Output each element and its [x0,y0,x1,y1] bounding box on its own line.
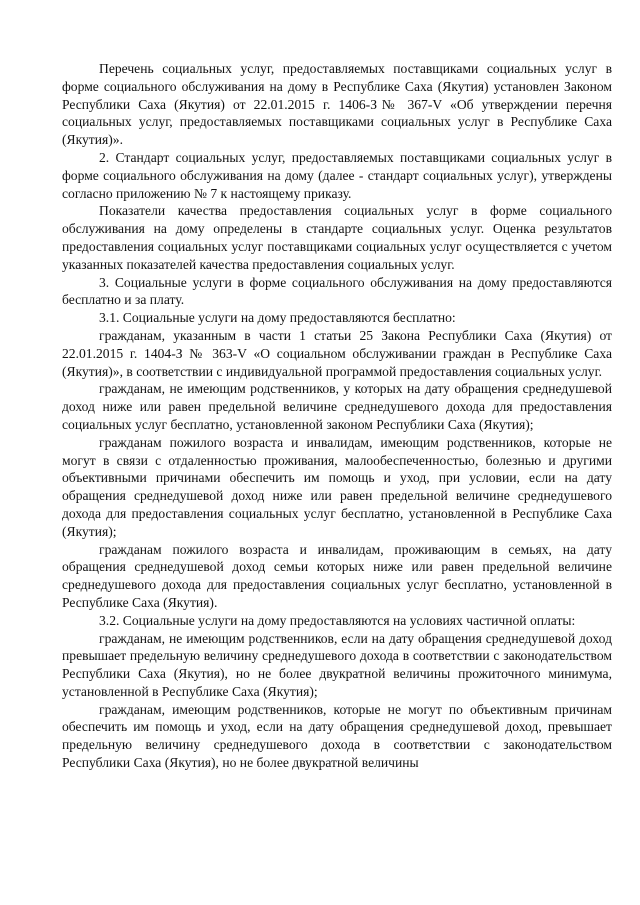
paragraph-free-no-relatives: гражданам, не имеющим родственников, у которых на дату обращения среднедушевой доход ниже или равен предельной величине среднедушевого дохода для предоставления социальных услуг бесплатно, установленной законом Республики Саха (Якутия); [62,381,612,432]
paragraph-standard: 2. Стандарт социальных услуг, предоставляемых поставщиками социальных услуг в форме социального обслуживания на дому (далее - стандарт социальных услуг), утверждены согласно приложению № 7 к настоящему приказу. [62,149,612,201]
paragraph-section-3-1: 3.1. Социальные услуги на дому предоставляются бесплатно: [99,310,456,326]
paragraph-partial-with-relatives: гражданам, имеющим родственников, которые не могут по объективным причинам обеспечить им помощь и уход, если на дату обращения среднедушевой доход, превышает предельную величину среднедушевого дохода в соответствии с законодательством Республики Саха (Якутия), но не более двукратной величины [62,701,612,771]
paragraph-free-elderly-in-families: гражданам пожилого возраста и инвалидам, проживающим в семьях, на дату обращения среднедушевой доход семьи которых ниже или равен предельной величине среднедушевого дохода для предоставления социальных услуг бесплатно, установленной в Республике Саха (Якутия). [62,541,612,610]
paragraph-section-3: 3. Социальные услуги в форме социального обслуживания на дому предоставляются бесплатно и за плату. [62,274,612,308]
paragraph-services-list: Перечень социальных услуг, предоставляемых поставщиками социальных услуг в форме социального обслуживания на дому в Республике Саха (Якутия) установлен Законом Республики Саха (Якутия) от 22.01.2015 г. 1406-З№ 367-V «Об утверждении перечня социальных услуг, предоставляемых поставщиками социальных услуг в Республике Саха (Якутия)». [62,61,612,148]
paragraph-partial-no-relatives: гражданам, не имеющим родственников, если на дату обращения среднедушевой доход превышает предельную величину среднедушевого дохода в соответствии с законодательством Республики Саха (Якутия), но не более двукратной величины прожиточного минимума, установленной в Республике Саха (Якутия); [62,630,612,699]
paragraph-section-3-2: 3.2. Социальные услуги на дому предоставляются на условиях частичной оплаты: [99,612,576,628]
paragraph-quality-indicators: Показатели качества предоставления социальных услуг в форме социального обслуживания на дому определены в стандарте социальных услуг. Оценка результатов предоставления социальных услуг поставщиками социальных услуг осуществляется с учетом указанных показателей качества предоставления социальных услуг. [62,203,612,272]
document-body [62,60,612,772]
paragraph-free-citizens-article-25: гражданам, указанным в части 1 статьи 25 Закона Республики Саха (Якутия) от 22.01.2015 г. 1404-З № 363-V «О социальном обслуживании граждан в Республике Саха (Якутия)», в соответствии с индивидуальной программой предоставления социальных услуг. [62,327,612,379]
paragraph-free-elderly-with-relatives: гражданам пожилого возраста и инвалидам, имеющим родственников, которые не могут в связи с отдаленностью проживания, малообеспеченностью, болезнью и другими объективными причинами обеспечить им помощь и уход, при условии, если на дату обращения среднедушевой доход ниже или равен предельной величине среднедушевого дохода для предоставления социальных услуг бесплатно, установленной в Республике Саха (Якутия); [62,434,612,539]
